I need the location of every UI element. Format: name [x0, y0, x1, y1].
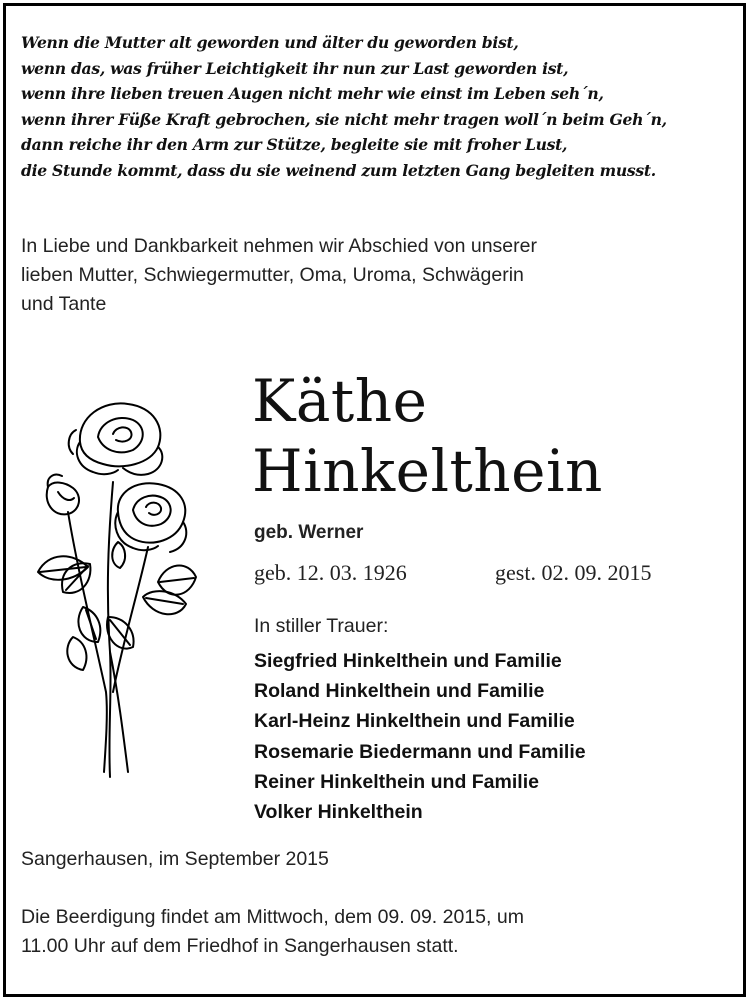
mourners-list [254, 646, 586, 827]
intro-line: und Tante [21, 293, 107, 315]
mourner-entry: Karl-Heinz Hinkelthein und Familie [254, 710, 575, 733]
intro-line: lieben Mutter, Schwiegermutter, Oma, Uroma, Schwägerin [21, 264, 524, 286]
death-date: gest. 02. 09. 2015 [495, 560, 652, 585]
mourner-entry: Volker Hinkelthein [254, 801, 423, 824]
mourners-heading: In stiller Trauer: [254, 615, 389, 637]
funeral-line: 11.00 Uhr auf dem Friedhof in Sangerhausen statt. [21, 935, 459, 957]
maiden-name: geb. Werner [254, 522, 364, 543]
birth-date: geb. 12. 03. 1926 [254, 560, 407, 585]
farewell-intro [21, 232, 721, 319]
roses-illustration [18, 392, 198, 782]
poem-line: wenn ihre lieben treuen Augen nicht mehr wie einst im Leben seh´n, [21, 84, 604, 103]
last-name: Hinkelthein [252, 437, 603, 505]
poem-line: dann reiche ihr den Arm zur Stütze, begleite sie mit froher Lust, [21, 135, 568, 154]
funeral-line: Die Beerdigung findet am Mittwoch, dem 09. 09. 2015, um [21, 906, 524, 928]
poem-line: wenn das, was früher Leichtigkeit ihr nun zur Last geworden ist, [21, 58, 569, 78]
poem [21, 30, 731, 183]
deceased-name [252, 366, 603, 506]
first-name: Käthe [252, 367, 428, 435]
poem-line: Wenn die Mutter alt geworden und älter du geworden bist, [21, 33, 519, 52]
funeral-info [21, 903, 721, 961]
mourner-entry: Rosemarie Biedermann und Familie [254, 740, 586, 763]
intro-line: In Liebe und Dankbarkeit nehmen wir Abschied von unserer [21, 235, 537, 257]
mourner-entry: Roland Hinkelthein und Familie [254, 680, 545, 703]
mourner-entry: Reiner Hinkelthein und Familie [254, 770, 539, 793]
place-date: Sangerhausen, im September 2015 [21, 848, 329, 870]
mourner-entry: Siegfried Hinkelthein und Familie [254, 650, 562, 672]
poem-line: die Stunde kommt, dass du sie weinend zum letzten Gang begleiten musst. [21, 160, 656, 180]
poem-line: wenn ihrer Füße Kraft gebrochen, sie nicht mehr tragen woll´n beim Geh´n, [21, 109, 667, 129]
